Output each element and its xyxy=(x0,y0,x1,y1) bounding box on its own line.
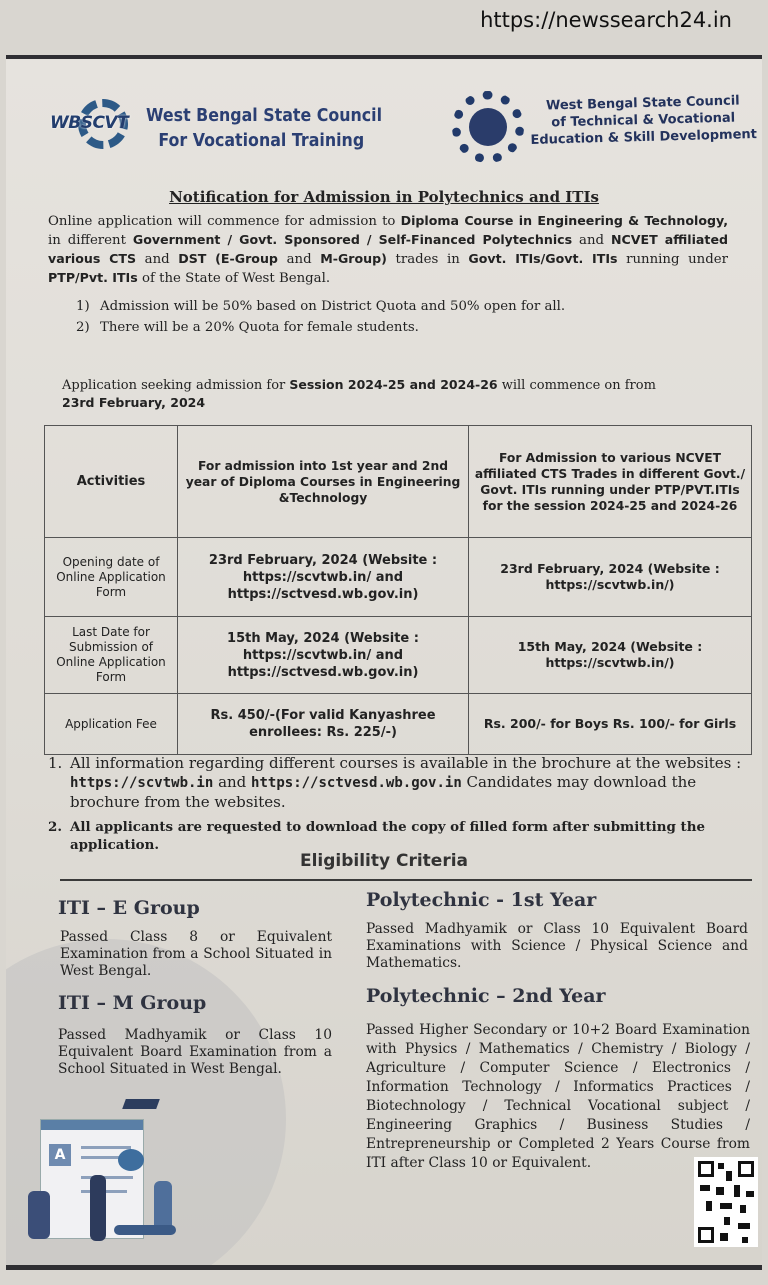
polytechnic-1st-text: Passed Madhyamik or Class 10 Equivalent Board Examinations with Science / Physical Science and Mathematics. xyxy=(366,921,748,971)
header xyxy=(6,59,762,174)
polytechnic-2nd-heading: Polytechnic – 2nd Year xyxy=(366,985,606,1007)
iti-m-group-text: Passed Madhyamik or Class 10 Equivalent Board Examination from a School Situated in West Bengal. xyxy=(58,1027,332,1077)
left-council-name xyxy=(146,103,382,153)
note-text: All information regarding different courses is available in the brochure at the websites : xyxy=(70,754,742,772)
iti-m-group-heading: ITI – M Group xyxy=(58,992,207,1014)
intro-text: and xyxy=(136,252,179,267)
point-text: There will be a 20% Quota for female students. xyxy=(100,320,419,335)
list-item xyxy=(76,317,762,338)
activity-cell: Opening date of Online Application Form xyxy=(45,538,178,617)
intro-text: trades in xyxy=(386,252,469,267)
right-council-line3: Education & Skill Development xyxy=(530,127,758,148)
iti-e-group-text: Passed Class 8 or Equivalent Examination from a School Situated in West Bengal. xyxy=(60,929,332,979)
notification-title: Notification for Admission in Polytechnics and ITIs xyxy=(169,188,599,206)
watermark-url: https://newssearch24.in xyxy=(480,8,732,32)
session-bold: Session 2024-25 and 2024-26 xyxy=(289,377,498,392)
diploma-cell: 15th May, 2024 (Website : https://scvtwb.in/ and https://sctvesd.wb.gov.in) xyxy=(178,617,469,694)
table-row xyxy=(45,617,752,694)
left-council-line1: West Bengal State Council xyxy=(146,105,383,126)
activity-cell: Application Fee xyxy=(45,694,178,755)
intro-text: of the State of West Bengal. xyxy=(137,271,331,286)
iti-cell: 15th May, 2024 (Website : https://scvtwb.in/) xyxy=(469,617,752,694)
right-council-line1: West Bengal State Council xyxy=(545,93,740,114)
information-notes xyxy=(48,754,758,854)
students-graduation-illustration: A xyxy=(28,1099,188,1249)
point-number: 1) xyxy=(76,299,90,314)
intro-bold: DST (E-Group xyxy=(178,251,278,266)
eligibility-title: Eligibility Criteria xyxy=(299,851,469,871)
session-text: Application seeking admission for xyxy=(62,378,290,393)
wbscvt-logo-text: WBSCVT xyxy=(50,113,129,133)
qr-code-icon xyxy=(694,1157,758,1247)
iti-cell: Rs. 200/- for Boys Rs. 100/- for Girls xyxy=(469,694,752,755)
point-number: 2) xyxy=(76,320,90,335)
table-header-row xyxy=(45,426,752,538)
note-text: All applicants are requested to download the copy of filled form after submitting the application. xyxy=(70,819,705,853)
iti-e-group-heading: ITI – E Group xyxy=(58,897,200,919)
intro-bold: Diploma Course in Engineering & Technology, xyxy=(400,213,728,228)
iti-cell: 23rd February, 2024 (Website : https://scvtwb.in/) xyxy=(469,538,752,617)
table-row xyxy=(45,538,752,617)
note-item xyxy=(48,754,758,812)
divider xyxy=(60,879,752,881)
note-text: Candidates may download the brochure from the websites. xyxy=(70,773,697,811)
polytechnic-1st-heading: Polytechnic - 1st Year xyxy=(366,889,597,911)
wbscvt-logo xyxy=(50,99,142,151)
admission-schedule-table xyxy=(44,425,752,755)
intro-text: running under xyxy=(617,252,728,267)
session-paragraph xyxy=(62,376,722,412)
sctvesd-link[interactable]: https://sctvesd.wb.gov.in xyxy=(251,775,462,791)
scvtwb-link[interactable]: https://scvtwb.in xyxy=(70,775,214,791)
diploma-cell: Rs. 450/-(For valid Kanyashree enrollees: Rs. 225/-) xyxy=(178,694,469,755)
intro-paragraph xyxy=(48,212,728,288)
diploma-cell: 23rd February, 2024 (Website : https://scvtwb.in/ and https://sctvesd.wb.gov.in) xyxy=(178,538,469,617)
quota-points xyxy=(76,296,762,338)
header-diploma: For admission into 1st year and 2nd year of Diploma Courses in Engineering &Technology xyxy=(178,426,469,538)
session-date: 23rd February, 2024 xyxy=(62,395,206,410)
table-row xyxy=(45,694,752,755)
polytechnic-2nd-text: Passed Higher Secondary or 10+2 Board Examination with Physics / Mathematics / Chemistry / Biology / Agriculture / Computer Science / Electronics / Information Technology / Informatics Practices / Biotechnology / Technical Vocational subject / Engineering Graphics / Business Studies / Entrepreneurship or Completed 2 Years Course from ITI after Class 10 or Equivalent. xyxy=(366,1022,750,1171)
point-text: Admission will be 50% based on District Quota and 50% open for all. xyxy=(100,299,566,314)
header-activities: Activities xyxy=(45,426,178,538)
intro-text: and xyxy=(572,233,611,248)
intro-bold: Govt. ITIs/Govt. ITIs xyxy=(468,251,618,266)
cog-emblem-icon xyxy=(452,91,524,163)
list-item xyxy=(76,296,762,317)
header-iti: For Admission to various NCVET affiliated CTS Trades in different Govt./ Govt. ITIs running under PTP/PVT.ITIs for the session 2024-25 and 2024-26 xyxy=(469,426,752,538)
note-number: 2. xyxy=(48,819,62,835)
intro-bold: NCVET affiliated various CTS xyxy=(48,232,728,266)
left-council-line2: For Vocational Training xyxy=(158,130,365,151)
notice-paper xyxy=(6,55,762,1270)
intro-text: Online application will commence for admission to xyxy=(48,214,401,229)
right-council-line2: of Technical & Vocational xyxy=(551,110,736,131)
note-item xyxy=(48,818,758,854)
right-council-name xyxy=(529,92,757,149)
intro-text: in different xyxy=(48,233,133,248)
note-number: 1. xyxy=(48,754,63,772)
intro-bold: Government / Govt. Sponsored / Self-Financed Polytechnics xyxy=(132,232,573,247)
intro-text: and xyxy=(277,252,321,267)
note-text: and xyxy=(213,773,252,791)
intro-bold: PTP/Pvt. ITIs xyxy=(48,270,138,285)
intro-bold: M-Group) xyxy=(320,251,387,266)
activity-cell: Last Date for Submission of Online Application Form xyxy=(45,617,178,694)
session-text: will commence on from xyxy=(497,378,656,393)
